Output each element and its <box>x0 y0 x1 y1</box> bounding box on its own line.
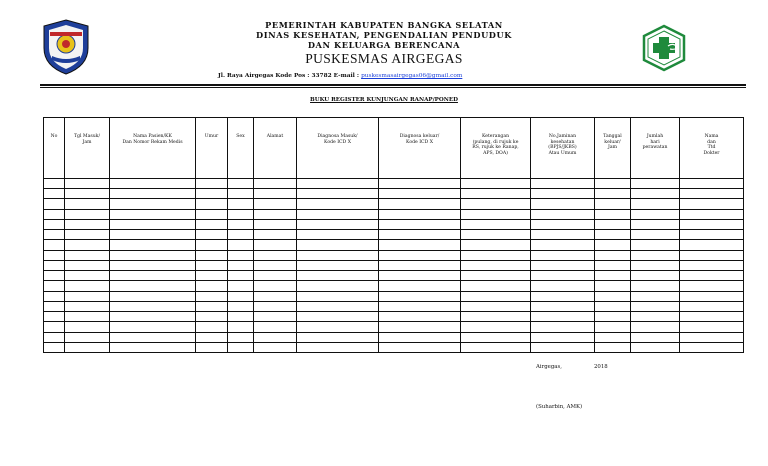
table-row <box>44 189 744 199</box>
table-cell[interactable] <box>461 240 531 250</box>
table-cell[interactable] <box>110 281 196 291</box>
table-cell[interactable] <box>595 281 631 291</box>
table-cell[interactable] <box>228 281 254 291</box>
table-cell[interactable] <box>461 219 531 229</box>
table-cell[interactable] <box>531 250 595 260</box>
table-cell[interactable] <box>531 199 595 209</box>
table-cell[interactable] <box>254 209 297 219</box>
table-cell[interactable] <box>461 281 531 291</box>
table-cell[interactable] <box>680 199 744 209</box>
table-cell[interactable] <box>631 260 680 270</box>
table-cell[interactable] <box>297 189 379 199</box>
table-cell[interactable] <box>44 219 65 229</box>
table-cell[interactable] <box>297 230 379 240</box>
table-cell[interactable] <box>228 179 254 189</box>
column-header: Nama dan Ttd Dokter <box>680 118 744 179</box>
table-cell[interactable] <box>254 312 297 322</box>
table-cell[interactable] <box>65 179 110 189</box>
table-cell[interactable] <box>110 291 196 301</box>
table-cell[interactable] <box>110 332 196 342</box>
table-cell[interactable] <box>110 301 196 311</box>
table-cell[interactable] <box>196 219 228 229</box>
table-cell[interactable] <box>461 271 531 281</box>
table-cell[interactable] <box>196 342 228 352</box>
table-cell[interactable] <box>379 291 461 301</box>
header-rule-thick <box>40 84 746 86</box>
table-row <box>44 230 744 240</box>
table-cell[interactable] <box>254 271 297 281</box>
table-cell[interactable] <box>461 189 531 199</box>
column-header: No <box>44 118 65 179</box>
table-cell[interactable] <box>379 342 461 352</box>
table-cell[interactable] <box>680 189 744 199</box>
table-cell[interactable] <box>531 219 595 229</box>
table-cell[interactable] <box>297 271 379 281</box>
table-cell[interactable] <box>297 199 379 209</box>
table-cell[interactable] <box>228 199 254 209</box>
table-cell[interactable] <box>297 209 379 219</box>
table-cell[interactable] <box>228 230 254 240</box>
table-cell[interactable] <box>631 240 680 250</box>
table-cell[interactable] <box>461 332 531 342</box>
table-cell[interactable] <box>297 179 379 189</box>
column-header: Tgl Masuk/ Jam <box>65 118 110 179</box>
table-cell[interactable] <box>44 322 65 332</box>
column-header: Alamat <box>254 118 297 179</box>
table-row <box>44 219 744 229</box>
table-cell[interactable] <box>461 312 531 322</box>
table-cell[interactable] <box>44 291 65 301</box>
table-cell[interactable] <box>228 301 254 311</box>
table-cell[interactable] <box>631 291 680 301</box>
table-cell[interactable] <box>254 230 297 240</box>
table-row <box>44 332 744 342</box>
table-cell[interactable] <box>297 281 379 291</box>
table-cell[interactable] <box>595 209 631 219</box>
table-cell[interactable] <box>110 312 196 322</box>
table-cell[interactable] <box>531 240 595 250</box>
table-cell[interactable] <box>680 281 744 291</box>
table-cell[interactable] <box>680 230 744 240</box>
table-cell[interactable] <box>461 342 531 352</box>
table-cell[interactable] <box>379 199 461 209</box>
table-cell[interactable] <box>680 332 744 342</box>
register-table <box>43 117 744 353</box>
table-cell[interactable] <box>196 240 228 250</box>
table-cell[interactable] <box>65 291 110 301</box>
table-cell[interactable] <box>297 332 379 342</box>
table-cell[interactable] <box>595 271 631 281</box>
table-cell[interactable] <box>44 240 65 250</box>
table-cell[interactable] <box>379 260 461 270</box>
table-cell[interactable] <box>680 271 744 281</box>
table-cell[interactable] <box>196 209 228 219</box>
table-cell[interactable] <box>196 301 228 311</box>
table-cell[interactable] <box>631 230 680 240</box>
table-row <box>44 260 744 270</box>
table-cell[interactable] <box>297 240 379 250</box>
table-cell[interactable] <box>595 179 631 189</box>
table-cell[interactable] <box>595 189 631 199</box>
table-cell[interactable] <box>228 342 254 352</box>
table-cell[interactable] <box>297 219 379 229</box>
column-header: Jumlah hari perawatan <box>631 118 680 179</box>
table-cell[interactable] <box>65 322 110 332</box>
table-cell[interactable] <box>196 230 228 240</box>
table-cell[interactable] <box>595 199 631 209</box>
table-cell[interactable] <box>44 179 65 189</box>
table-cell[interactable] <box>680 322 744 332</box>
table-cell[interactable] <box>531 209 595 219</box>
table-cell[interactable] <box>461 250 531 260</box>
table-cell[interactable] <box>631 199 680 209</box>
table-cell[interactable] <box>65 342 110 352</box>
table-cell[interactable] <box>228 240 254 250</box>
table-cell[interactable] <box>254 332 297 342</box>
table-cell[interactable] <box>196 250 228 260</box>
table-cell[interactable] <box>254 189 297 199</box>
table-cell[interactable] <box>297 312 379 322</box>
table-cell[interactable] <box>254 199 297 209</box>
table-cell[interactable] <box>461 260 531 270</box>
table-cell[interactable] <box>680 312 744 322</box>
table-cell[interactable] <box>254 260 297 270</box>
column-header: Tanggal keluar/ Jam <box>595 118 631 179</box>
table-cell[interactable] <box>531 260 595 270</box>
table-cell[interactable] <box>228 332 254 342</box>
table-cell[interactable] <box>196 281 228 291</box>
table-cell[interactable] <box>631 301 680 311</box>
table-cell[interactable] <box>531 301 595 311</box>
column-header: Umur <box>196 118 228 179</box>
table-cell[interactable] <box>595 250 631 260</box>
table-cell[interactable] <box>196 271 228 281</box>
table-cell[interactable] <box>379 322 461 332</box>
table-cell[interactable] <box>65 332 110 342</box>
table-cell[interactable] <box>44 332 65 342</box>
table-cell[interactable] <box>379 250 461 260</box>
table-cell[interactable] <box>531 342 595 352</box>
table-cell[interactable] <box>110 322 196 332</box>
address-text: Jl. Raya Airgegas Kode Pos : 33782 E-mail : <box>218 73 362 79</box>
table-cell[interactable] <box>680 342 744 352</box>
table-row <box>44 240 744 250</box>
table-cell[interactable] <box>531 179 595 189</box>
column-header: Diagnosa Masuk/ Kode ICD X <box>297 118 379 179</box>
header-line-department-cont: DAN KELUARGA BERENCANA <box>307 40 461 50</box>
document-title: BUKU REGISTER KUNJUNGAN RANAP/PONED <box>310 97 458 103</box>
table-cell[interactable] <box>631 189 680 199</box>
table-cell[interactable] <box>680 209 744 219</box>
table-cell[interactable] <box>65 312 110 322</box>
table-row <box>44 209 744 219</box>
table-cell[interactable] <box>379 179 461 189</box>
table-cell[interactable] <box>228 209 254 219</box>
table-cell[interactable] <box>228 322 254 332</box>
table-cell[interactable] <box>44 250 65 260</box>
table-cell[interactable] <box>110 219 196 229</box>
table-cell[interactable] <box>461 199 531 209</box>
table-cell[interactable] <box>631 332 680 342</box>
table-cell[interactable] <box>297 250 379 260</box>
table-cell[interactable] <box>595 322 631 332</box>
table-cell[interactable] <box>44 342 65 352</box>
table-cell[interactable] <box>110 342 196 352</box>
table-cell[interactable] <box>44 281 65 291</box>
table-cell[interactable] <box>254 342 297 352</box>
table-cell[interactable] <box>531 312 595 322</box>
table-cell[interactable] <box>110 271 196 281</box>
table-cell[interactable] <box>110 199 196 209</box>
table-cell[interactable] <box>297 291 379 301</box>
table-row <box>44 271 744 281</box>
table-cell[interactable] <box>631 179 680 189</box>
table-cell[interactable] <box>297 260 379 270</box>
table-cell[interactable] <box>254 291 297 301</box>
table-cell[interactable] <box>379 281 461 291</box>
table-cell[interactable] <box>531 281 595 291</box>
table-cell[interactable] <box>44 312 65 322</box>
signature-name: (Suharbin, AMK) <box>536 404 583 410</box>
column-header: Keterangan (pulang, di rujuk ke RS, rujuk ke Ranap, APS, DOA) <box>461 118 531 179</box>
table-cell[interactable] <box>110 240 196 250</box>
table-cell[interactable] <box>228 189 254 199</box>
table-cell[interactable] <box>680 240 744 250</box>
table-cell[interactable] <box>680 301 744 311</box>
table-cell[interactable] <box>631 219 680 229</box>
table-row <box>44 291 744 301</box>
table-cell[interactable] <box>196 260 228 270</box>
table-cell[interactable] <box>680 179 744 189</box>
table-cell[interactable] <box>680 260 744 270</box>
table-cell[interactable] <box>65 260 110 270</box>
table-row <box>44 179 744 189</box>
header-rule-thin <box>40 87 746 88</box>
column-header: Diagnosa keluar/ Kode ICD X <box>379 118 461 179</box>
table-cell[interactable] <box>44 271 65 281</box>
table-cell[interactable] <box>254 322 297 332</box>
table-cell[interactable] <box>228 250 254 260</box>
table-cell[interactable] <box>196 332 228 342</box>
table-cell[interactable] <box>196 291 228 301</box>
table-cell[interactable] <box>65 301 110 311</box>
table-row <box>44 301 744 311</box>
table-cell[interactable] <box>228 291 254 301</box>
table-row <box>44 281 744 291</box>
table-cell[interactable] <box>44 301 65 311</box>
signature-place: Airgegas, <box>536 364 562 370</box>
column-header: No.Jaminan kesehatan (BPJS/JKBS) Atau Umum <box>531 118 595 179</box>
table-cell[interactable] <box>631 322 680 332</box>
table-cell[interactable] <box>531 271 595 281</box>
table-cell[interactable] <box>196 179 228 189</box>
table-cell[interactable] <box>531 189 595 199</box>
signature-year: 2018 <box>594 364 608 370</box>
table-cell[interactable] <box>254 281 297 291</box>
table-cell[interactable] <box>379 312 461 322</box>
header-line-department: DINAS KESEHATAN, PENGENDALIAN PENDUDUK <box>256 30 512 40</box>
table-cell[interactable] <box>631 209 680 219</box>
table-row <box>44 322 744 332</box>
table-cell[interactable] <box>110 260 196 270</box>
column-header: Nama Pasien/KK Dan Nomor Rekam Medis <box>110 118 196 179</box>
table-cell[interactable] <box>254 179 297 189</box>
table-cell[interactable] <box>595 260 631 270</box>
table-cell[interactable] <box>65 219 110 229</box>
table-cell[interactable] <box>631 281 680 291</box>
table-cell[interactable] <box>379 301 461 311</box>
table-cell[interactable] <box>531 291 595 301</box>
table-cell[interactable] <box>680 250 744 260</box>
table-cell[interactable] <box>531 230 595 240</box>
table-cell[interactable] <box>297 322 379 332</box>
table-cell[interactable] <box>65 209 110 219</box>
table-cell[interactable] <box>65 271 110 281</box>
table-cell[interactable] <box>254 219 297 229</box>
table-cell[interactable] <box>631 312 680 322</box>
table-cell[interactable] <box>379 189 461 199</box>
table-cell[interactable] <box>379 332 461 342</box>
table-cell[interactable] <box>595 219 631 229</box>
table-cell[interactable] <box>65 250 110 260</box>
table-cell[interactable] <box>461 179 531 189</box>
table-cell[interactable] <box>461 291 531 301</box>
email-link[interactable]: puskesmasairgegas06@gmail.com <box>361 73 463 79</box>
table-cell[interactable] <box>44 230 65 240</box>
table-row <box>44 312 744 322</box>
table-cell[interactable] <box>595 342 631 352</box>
table-cell[interactable] <box>595 230 631 240</box>
table-row <box>44 342 744 352</box>
table-cell[interactable] <box>631 250 680 260</box>
column-header: Sex <box>228 118 254 179</box>
table-cell[interactable] <box>379 209 461 219</box>
table-cell[interactable] <box>228 260 254 270</box>
table-cell[interactable] <box>196 199 228 209</box>
table-cell[interactable] <box>254 240 297 250</box>
table-cell[interactable] <box>196 189 228 199</box>
table-cell[interactable] <box>379 240 461 250</box>
table-cell[interactable] <box>65 230 110 240</box>
table-cell[interactable] <box>297 301 379 311</box>
table-cell[interactable] <box>254 250 297 260</box>
table-cell[interactable] <box>531 322 595 332</box>
table-cell[interactable] <box>680 219 744 229</box>
table-cell[interactable] <box>110 209 196 219</box>
table-cell[interactable] <box>228 219 254 229</box>
table-cell[interactable] <box>461 230 531 240</box>
table-cell[interactable] <box>196 322 228 332</box>
table-cell[interactable] <box>44 260 65 270</box>
table-cell[interactable] <box>110 250 196 260</box>
header-line-government: PEMERINTAH KABUPATEN BANGKA SELATAN <box>265 20 503 30</box>
table-header-row <box>44 118 744 179</box>
table-cell[interactable] <box>110 189 196 199</box>
table-cell[interactable] <box>110 230 196 240</box>
table-cell[interactable] <box>228 312 254 322</box>
table-cell[interactable] <box>65 189 110 199</box>
table-cell[interactable] <box>595 291 631 301</box>
table-cell[interactable] <box>254 301 297 311</box>
table-cell[interactable] <box>531 332 595 342</box>
header-puskesmas-name: PUSKESMAS AIRGEGAS <box>305 51 463 66</box>
table-cell[interactable] <box>65 199 110 209</box>
table-cell[interactable] <box>461 301 531 311</box>
table-cell[interactable] <box>110 179 196 189</box>
table-cell[interactable] <box>228 271 254 281</box>
table-row <box>44 250 744 260</box>
table-cell[interactable] <box>631 271 680 281</box>
header-address <box>218 73 462 79</box>
table-cell[interactable] <box>680 291 744 301</box>
table-cell[interactable] <box>44 209 65 219</box>
table-cell[interactable] <box>196 312 228 322</box>
table-cell[interactable] <box>595 301 631 311</box>
table-cell[interactable] <box>65 281 110 291</box>
table-cell[interactable] <box>595 312 631 322</box>
table-cell[interactable] <box>44 199 65 209</box>
table-cell[interactable] <box>461 322 531 332</box>
table-cell[interactable] <box>595 332 631 342</box>
table-cell[interactable] <box>379 230 461 240</box>
table-cell[interactable] <box>379 219 461 229</box>
table-cell[interactable] <box>44 189 65 199</box>
table-cell[interactable] <box>595 240 631 250</box>
table-cell[interactable] <box>379 271 461 281</box>
table-row <box>44 199 744 209</box>
table-cell[interactable] <box>65 240 110 250</box>
table-cell[interactable] <box>461 209 531 219</box>
table-cell[interactable] <box>297 342 379 352</box>
table-cell[interactable] <box>631 342 680 352</box>
